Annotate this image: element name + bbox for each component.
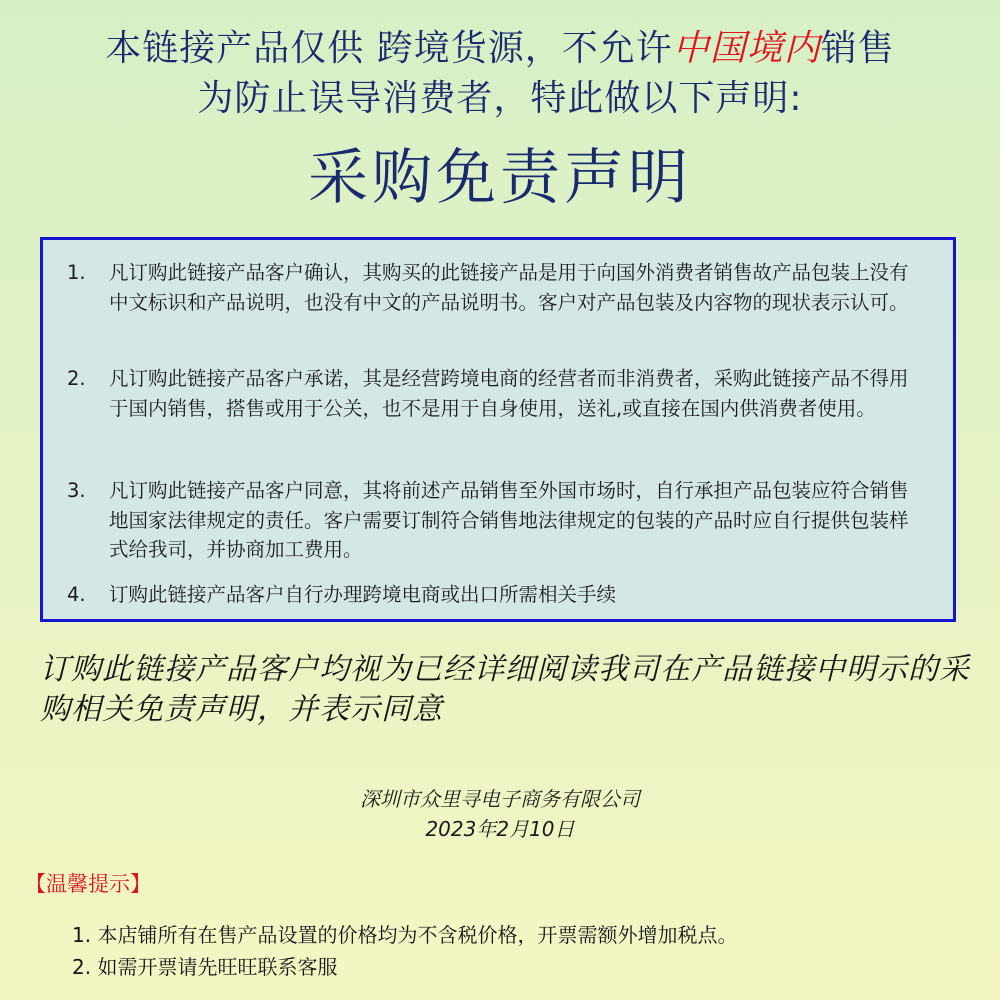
tips-list	[72, 919, 737, 983]
term-number: 2.	[67, 367, 86, 390]
terms-box	[40, 237, 956, 622]
term-item	[67, 476, 927, 565]
header-highlight: 中国境内	[672, 28, 821, 69]
term-text: 凡订购此链接产品客户确认，其购买的此链接产品是用于向国外消费者销售故产品包装上没有中文标识和产品说明，也没有中文的产品说明书。客户对产品包装及内容物的现状表示认可。	[109, 261, 909, 314]
term-item	[67, 580, 927, 610]
term-text: 凡订购此链接产品客户同意，其将前述产品销售至外国市场时，自行承担产品包装应符合销售地国家法律规定的责任。客户需要订制符合销售地法律规定的包装的产品时应自行提供包装样式给我司，并协商加工费用。	[109, 479, 909, 561]
term-text: 凡订购此链接产品客户承诺，其是经营跨境电商的经营者而非消费者，采购此链接产品不得用于国内销售，搭售或用于公关，也不是用于自身使用，送礼,或直接在国内供消费者使用。	[109, 367, 909, 420]
company-name: 深圳市众里寻电子商务有限公司	[360, 787, 640, 811]
term-number: 1.	[67, 261, 86, 284]
acknowledgement-statement: 订购此链接产品客户均视为已经详细阅读我司在产品链接中明示的采购相关免责声明，并表示同意	[40, 652, 970, 727]
header-line-1-prefix: 本链接产品仅供 跨境货源，不允许	[105, 28, 673, 69]
term-number: 3.	[67, 479, 86, 502]
header-line-1	[0, 24, 1000, 74]
header	[0, 24, 1000, 124]
term-number: 4.	[67, 583, 86, 606]
term-item	[67, 258, 927, 317]
tip-item: 1. 本店铺所有在售产品设置的价格均为不含税价格，开票需额外增加税点。	[72, 923, 738, 947]
term-text: 订购此链接产品客户自行办理跨境电商或出口所需相关手续	[109, 583, 617, 606]
tip-item: 2. 如需开票请先旺旺联系客服	[72, 955, 338, 979]
header-line-2: 为防止误导消费者，特此做以下声明:	[197, 78, 803, 119]
header-line-1-suffix: 销售	[820, 28, 895, 69]
signature-block	[0, 784, 1000, 844]
signature-date: 2023年2月10日	[425, 817, 575, 841]
term-item	[67, 364, 927, 423]
tips-title: 【温馨提示】	[25, 872, 151, 896]
page-title: 采购免责声明	[308, 143, 692, 213]
